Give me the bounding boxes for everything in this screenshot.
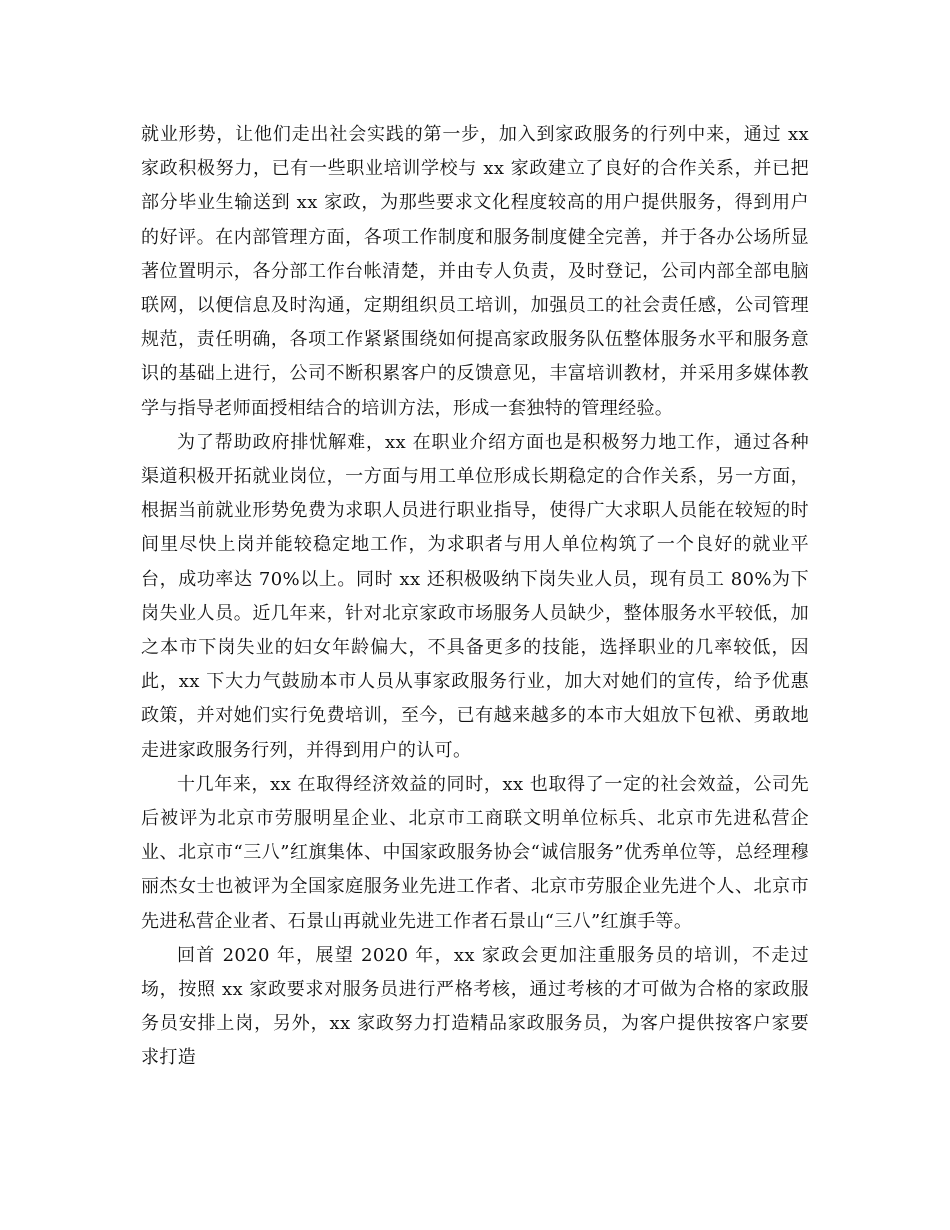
paragraph-4: 回首 2020 年，展望 2020 年，xx 家政会更加注重服务员的培训，不走过场，按照 xx 家政要求对服务员进行严格考核，通过考核的才可做为合格的家政服务员安排上岗，另外，xx 家政努力打造精品家政服务员，为客户提供按客户家要求打造 <box>141 944 809 1069</box>
paragraph-1: 就业形势，让他们走出社会实践的第一步，加入到家政服务的行列中来，通过 xx 家政积极努力，已有一些职业培训学校与 xx 家政建立了良好的合作关系，并已把部分毕业生输送到 xx 家政，为那些要求文化程度较高的用户提供服务，得到用户的好评。在内部管理方面，各项工作制度和服务制度健全完善，并于各办公场所显著位置明示，各分部工作台帐清楚，并由专人负责，及时登记，公司内部全部电脑联网，以便信息及时沟通，定期组织员工培训，加强员工的社会责任感，公司管理规范，责任明确，各项工作紧紧围绕如何提高家政服务队伍整体服务水平和服务意识的基础上进行，公司不断积累客户的反馈意见，丰富培训教材，并采用多媒体教学与指导老师面授相结合的培训方法，形成一套独特的管理经验。 <box>141 124 809 419</box>
paragraph-2: 为了帮助政府排忧解难，xx 在职业介绍方面也是积极努力地工作，通过各种渠道积极开拓就业岗位，一方面与用工单位形成长期稳定的合作关系，另一方面，根据当前就业形势免费为求职人员进行职业指导，使得广大求职人员能在较短的时间里尽快上岗并能较稳定地工作，为求职者与用人单位构筑了一个良好的就业平台，成功率达 70%以上。同时 xx 还积极吸纳下岗失业人员，现有员工 80%为下岗失业人员。近几年来，针对北京家政市场服务人员缺少，整体服务水平较低，加之本市下岗失业的妇女年龄偏大，不具备更多的技能，选择职业的几率较低，因此，xx 下大力气鼓励本市人员从事家政服务行业，加大对她们的宣传，给予优惠政策，并对她们实行免费培训，至今，已有越来越多的本市大姐放下包袱、勇敢地走进家政服务行列，并得到用户的认可。 <box>141 431 809 761</box>
paragraph-3: 十几年来，xx 在取得经济效益的同时，xx 也取得了一定的社会效益，公司先后被评为北京市劳服明星企业、北京市工商联文明单位标兵、北京市先进私营企业、北京市“三八”红旗集体、中国家政服务协会“诚信服务”优秀单位等，总经理穆丽杰女士也被评为全国家庭服务业先进工作者、北京市劳服企业先进个人、北京市先进私营企业者、石景山再就业先进工作者石景山“三八”红旗手等。 <box>141 773 809 932</box>
document-body <box>141 118 809 1076</box>
